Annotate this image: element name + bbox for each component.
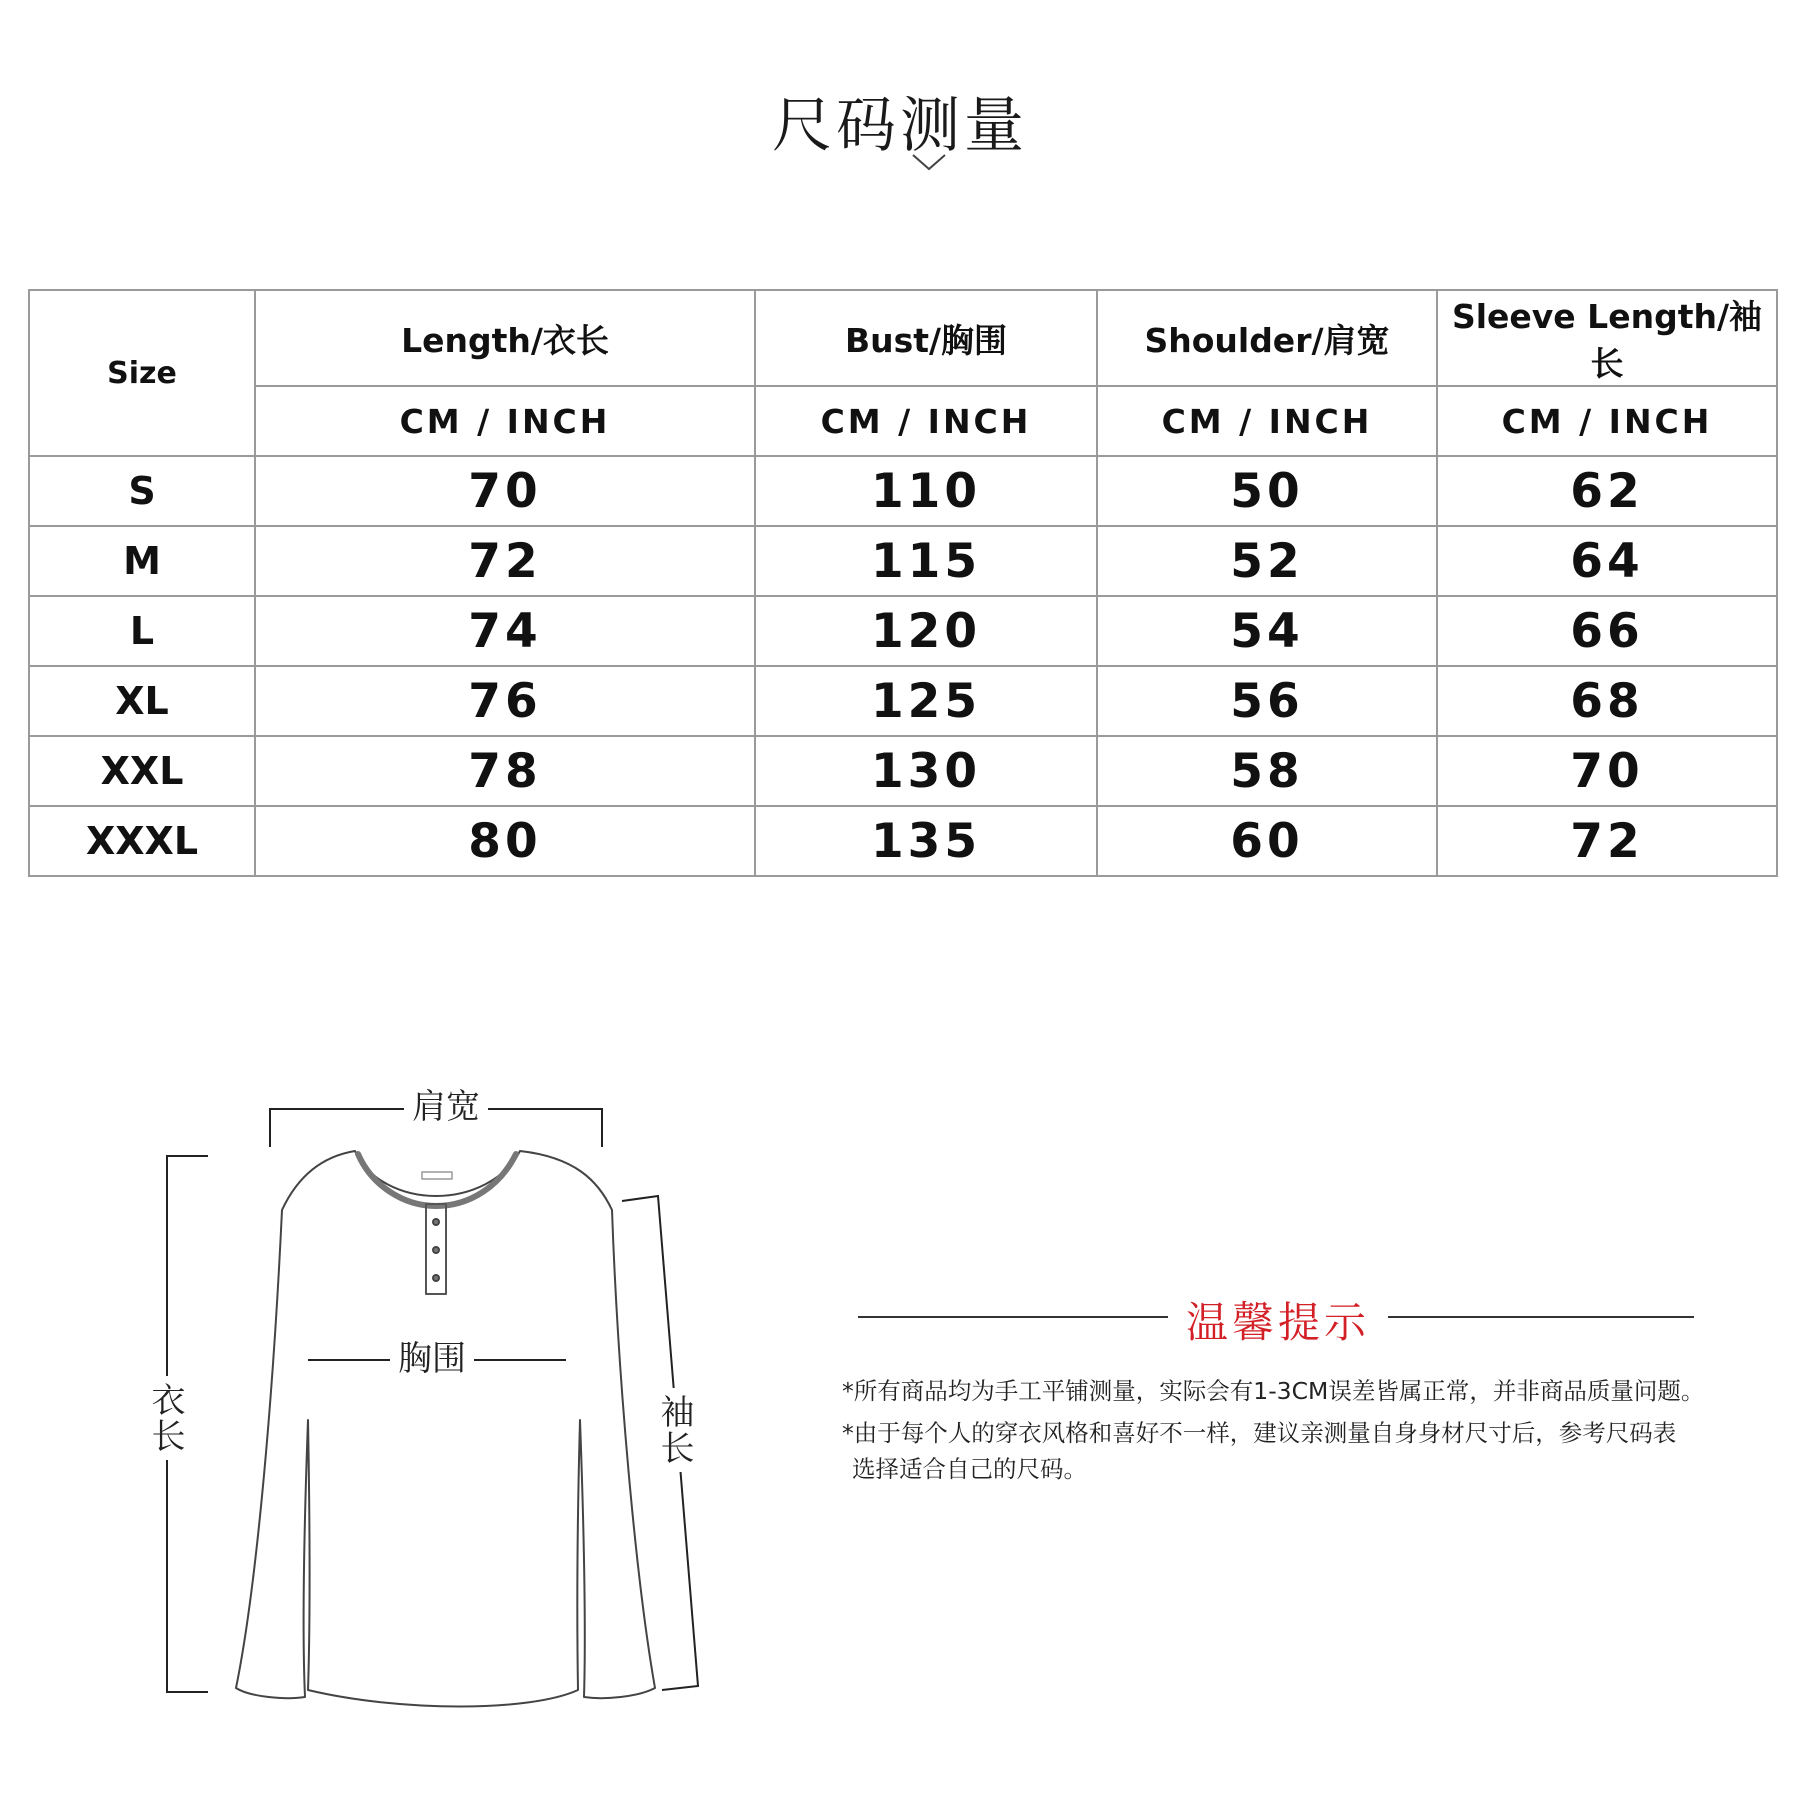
length-cell: 72 xyxy=(255,526,755,596)
column-header-shoulder: Shoulder/肩宽 xyxy=(1097,290,1437,386)
length-label: 衣长 xyxy=(148,1376,182,1460)
column-header-bust: Bust/胸围 xyxy=(755,290,1097,386)
unit-label: CM / INCH xyxy=(755,386,1097,456)
size-cell: M xyxy=(29,526,255,596)
bust-cell: 115 xyxy=(755,526,1097,596)
shoulder-cell: 52 xyxy=(1097,526,1437,596)
shirt-diagram xyxy=(0,0,760,1800)
sleeve-label: 袖长 xyxy=(657,1388,691,1472)
sleeve-cell: 72 xyxy=(1437,806,1777,876)
column-header-length: Length/衣长 xyxy=(255,290,755,386)
tip-line: 选择适合自己的尺码。 xyxy=(852,1455,1087,1483)
unit-label: CM / INCH xyxy=(1437,386,1777,456)
bust-cell: 125 xyxy=(755,666,1097,736)
length-cell: 80 xyxy=(255,806,755,876)
shoulder-label: 肩宽 xyxy=(404,1090,488,1124)
shoulder-cell: 50 xyxy=(1097,456,1437,526)
tips-title: 温馨提示 xyxy=(1185,1298,1370,1347)
size-column-header: Size xyxy=(29,290,255,456)
bust-cell: 130 xyxy=(755,736,1097,806)
size-cell: XXXL xyxy=(29,806,255,876)
shoulder-cell: 58 xyxy=(1097,736,1437,806)
page-title: 尺码测量 xyxy=(772,91,1028,161)
unit-label: CM / INCH xyxy=(1097,386,1437,456)
length-cell: 76 xyxy=(255,666,755,736)
sleeve-cell: 68 xyxy=(1437,666,1777,736)
shoulder-cell: 60 xyxy=(1097,806,1437,876)
sleeve-cell: 66 xyxy=(1437,596,1777,666)
unit-label: CM / INCH xyxy=(255,386,755,456)
column-header-sleeve: Sleeve Length/袖长 xyxy=(1437,290,1777,386)
tips-rule-left xyxy=(858,1316,1168,1318)
size-cell: XL xyxy=(29,666,255,736)
shoulder-cell: 56 xyxy=(1097,666,1437,736)
tip-line: *由于每个人的穿衣风格和喜好不一样，建议亲测量自身身材尺寸后，参考尺码表 xyxy=(842,1419,1677,1447)
size-cell: XXL xyxy=(29,736,255,806)
bust-cell: 135 xyxy=(755,806,1097,876)
sleeve-cell: 62 xyxy=(1437,456,1777,526)
shoulder-cell: 54 xyxy=(1097,596,1437,666)
chevron-down-icon xyxy=(911,152,947,172)
length-cell: 74 xyxy=(255,596,755,666)
size-cell: L xyxy=(29,596,255,666)
bust-label: 胸围 xyxy=(390,1342,474,1376)
length-cell: 70 xyxy=(255,456,755,526)
length-cell: 78 xyxy=(255,736,755,806)
sleeve-cell: 64 xyxy=(1437,526,1777,596)
bust-cell: 120 xyxy=(755,596,1097,666)
size-cell: S xyxy=(29,456,255,526)
tip-line: *所有商品均为手工平铺测量，实际会有1-3CM误差皆属正常，并非商品质量问题。 xyxy=(842,1377,1705,1405)
sleeve-cell: 70 xyxy=(1437,736,1777,806)
tips-rule-right xyxy=(1388,1316,1694,1318)
bust-cell: 110 xyxy=(755,456,1097,526)
